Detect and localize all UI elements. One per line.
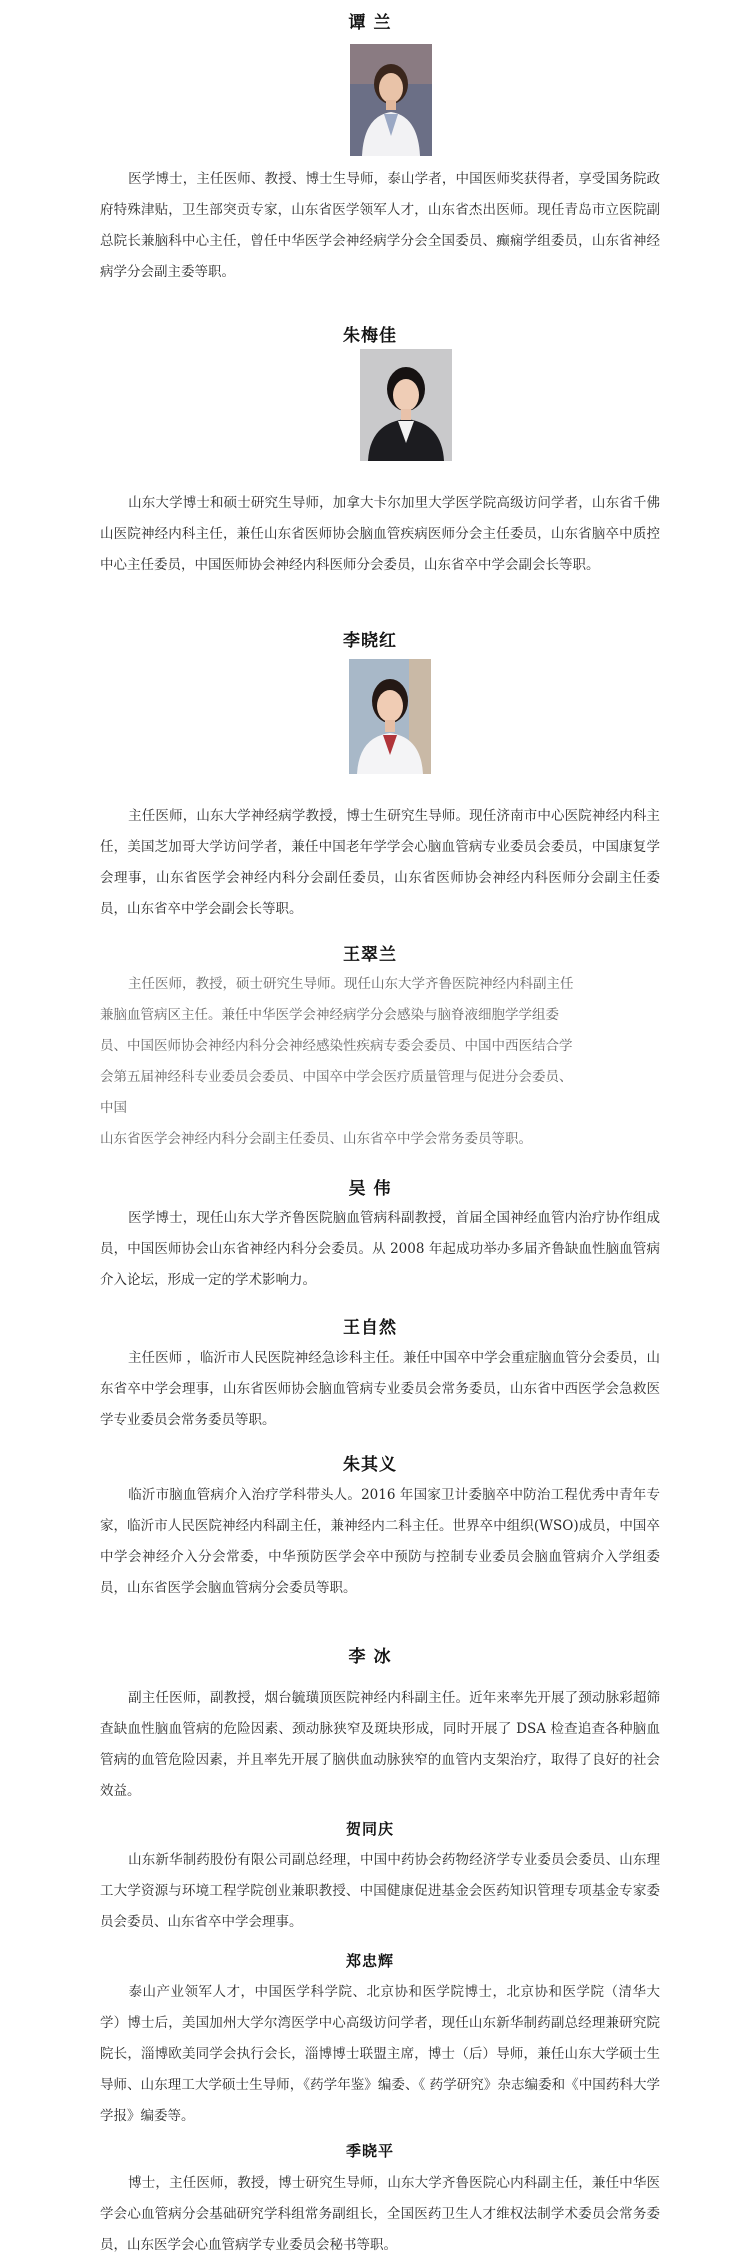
profile-name: 郑忠辉 <box>345 1952 394 1970</box>
portrait-photo <box>349 659 431 774</box>
bio-line: 山东省医学会神经内科分会副主任委员、山东省卒中学会常务委员等职。 <box>100 1131 532 1147</box>
profile-name: 朱梅佳 <box>343 326 397 346</box>
profile-bio: 临沂市脑血管病介入治疗学科带头人。2016 年国家卫计委脑卒中防治工程优秀中青年专家，临沂市人民医院神经内科副主任，兼神经内二科主任。世界卒中组织(WSO)成员，中国卒中学会神经介入分会常委，中华预防医学会卒中预防与控制专业委员会脑血管病介入学组委员，山东省医学会脑血管病分会委员等职。 <box>100 1487 660 1596</box>
profile-bio: 医学博士，主任医师、教授、博士生导师，泰山学者，中国医师奖获得者，享受国务院政府特殊津贴，卫生部突贡专家，山东省医学领军人才，山东省杰出医师。现任青岛市立医院副总院长兼脑科中心主任，曾任中华医学会神经病学分会全国委员、癫痫学组委员，山东省神经病学分会副主委等职。 <box>100 171 660 280</box>
profile-bio: 医学博士，现任山东大学齐鲁医院脑血管病科副教授，首届全国神经血管内治疗协作组成员，中国医师协会山东省神经内科分会委员。从 2008 年起成功举办多届齐鲁缺血性脑血管病介入论坛，形成一定的学术影响力。 <box>100 1210 660 1288</box>
profile-name: 谭 兰 <box>348 13 392 33</box>
profile-bio: 山东新华制药股份有限公司副总经理，中国中药协会药物经济学专业委员会委员、山东理工大学资源与环境工程学院创业兼职教授、中国健康促进基金会医药知识管理专项基金专家委员会委员、山东省卒中学会理事。 <box>100 1852 660 1930</box>
profile-name: 朱其义 <box>343 1455 397 1475</box>
profile-name: 王翠兰 <box>343 945 397 965</box>
portrait-photo <box>360 349 452 461</box>
profile-bio: 副主任医师，副教授，烟台毓璜顶医院神经内科副主任。近年来率先开展了颈动脉彩超筛查缺血性脑血管病的危险因素、颈动脉狭窄及斑块形成，同时开展了 DSA 检查追查各种脑血管病的血管危险因素，并且率先开展了脑供血动脉狭窄的血管内支架治疗，取得了良好的社会效益。 <box>100 1690 660 1799</box>
profile-bio <box>100 969 660 1155</box>
profile-name: 季晓平 <box>345 2142 394 2160</box>
portrait-photo <box>350 44 432 156</box>
profile-name: 王自然 <box>343 1318 397 1338</box>
profile-bio: 博士，主任医师，教授，博士研究生导师，山东大学齐鲁医院心内科副主任，兼任中华医学会心血管病分会基础研究学科组常务副组长，全国医药卫生人才维权法制学术委员会常务委员，山东医学会心血管病学专业委员会秘书等职。 <box>100 2175 660 2253</box>
profile-name: 吴 伟 <box>348 1179 392 1199</box>
bio-line: 中国 <box>100 1100 127 1116</box>
profile-bio: 山东大学博士和硕士研究生导师，加拿大卡尔加里大学医学院高级访问学者，山东省千佛山医院神经内科主任，兼任山东省医师协会脑血管疾病医师分会主任委员，山东省脑卒中质控中心主任委员，中国医师协会神经内科医师分会委员，山东省卒中学会副会长等职。 <box>100 495 660 573</box>
bio-line: 员、中国医师协会神经内科分会神经感染性疾病专委会委员、中国中西医结合学 <box>100 1038 573 1054</box>
profile-name: 贺同庆 <box>345 1820 394 1838</box>
bio-line: 主任医师，教授，硕士研究生导师。现任山东大学齐鲁医院神经内科副主任 <box>128 976 574 992</box>
profile-bio: 泰山产业领军人才，中国医学科学院、北京协和医学院博士，北京协和医学院（清华大学）博士后，美国加州大学尔湾医学中心高级访问学者，现任山东新华制药副总经理兼研究院院长，淄博欧美同学会执行会长，淄博博士联盟主席，博士（后）导师，兼任山东大学硕士生导师、山东理工大学硕士生导师，《药学年鉴》编委、《 药学研究》杂志编委和《中国药科大学学报》编委等。 <box>100 1984 660 2124</box>
bio-line: 会第五届神经科专业委员会委员、中国卒中学会医疗质量管理与促进分会委员、 <box>100 1069 573 1085</box>
profile-bio: 主任医师，山东大学神经病学教授，博士生研究生导师。现任济南市中心医院神经内科主任，美国芝加哥大学访问学者，兼任中国老年学学会心脑血管病专业委员会委员，中国康复学会理事，山东省医学会神经内科分会副任委员，山东省医师协会神经内科医师分会副主任委员，山东省卒中学会副会长等职。 <box>100 808 660 917</box>
profile-name: 李 冰 <box>348 1647 392 1667</box>
profile-bio: 主任医师 ，临沂市人民医院神经急诊科主任。兼任中国卒中学会重症脑血管分会委员，山东省卒中学会理事，山东省医师协会脑血管病专业委员会常务委员，山东省中西医学会急救医学专业委员会常务委员等职。 <box>100 1350 660 1428</box>
profile-name: 李晓红 <box>343 631 397 651</box>
bio-line: 兼脑血管病区主任。兼任中华医学会神经病学分会感染与脑脊液细胞学学组委 <box>100 1007 559 1023</box>
